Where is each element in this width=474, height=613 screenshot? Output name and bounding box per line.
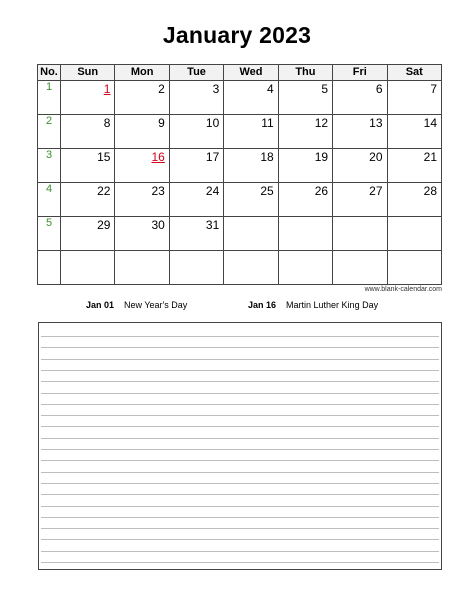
day-cell (169, 217, 223, 251)
week-row (38, 251, 442, 285)
notes-area[interactable] (38, 322, 442, 570)
day-cell (169, 81, 223, 115)
calendar-title: January 2023 (162, 22, 312, 48)
day-number: 2 (158, 82, 165, 96)
day-cell (278, 251, 332, 285)
day-cell (333, 81, 387, 115)
day-number: 9 (158, 116, 165, 130)
calendar-grid (37, 64, 442, 285)
day-number: 4 (267, 82, 274, 96)
day-number: 30 (151, 218, 165, 232)
week-row (38, 217, 442, 251)
day-number: 10 (205, 116, 220, 130)
week-number: 2 (38, 115, 61, 149)
day-cell (333, 217, 387, 251)
note-line (41, 506, 439, 507)
day-number: 22 (97, 184, 111, 198)
day-number: 15 (97, 150, 111, 164)
day-cell (387, 149, 441, 183)
header-wed: Wed (224, 65, 278, 81)
day-cell (224, 115, 278, 149)
holiday-name: Martin Luther King Day (286, 300, 379, 310)
week-row (38, 183, 442, 217)
week-row (38, 149, 442, 183)
day-cell (115, 115, 169, 149)
note-line (41, 393, 439, 394)
note-line (41, 347, 439, 348)
week-number: 1 (38, 81, 61, 115)
week-number: 5 (38, 217, 61, 251)
note-line (41, 359, 439, 360)
day-cell (61, 115, 115, 149)
note-line (41, 494, 439, 495)
day-number: 17 (205, 150, 220, 164)
header-sat: Sat (387, 65, 441, 81)
header-thu: Thu (278, 65, 332, 81)
day-number: 29 (97, 218, 111, 232)
header-fri: Fri (333, 65, 387, 81)
day-cell (224, 183, 278, 217)
day-cell (61, 81, 115, 115)
day-cell (387, 115, 441, 149)
day-cell (278, 217, 332, 251)
day-cell (224, 217, 278, 251)
day-cell (169, 183, 223, 217)
day-number: 23 (151, 184, 165, 198)
holiday-date: Jan 16 (248, 300, 277, 310)
day-number: 11 (261, 116, 274, 130)
week-row (38, 81, 442, 115)
header-sun: Sun (61, 65, 115, 81)
day-number: 6 (375, 82, 383, 96)
day-cell (115, 149, 169, 183)
note-line (41, 551, 439, 552)
note-line (41, 415, 439, 416)
day-cell (115, 183, 169, 217)
day-number: 20 (369, 150, 383, 164)
day-cell (61, 251, 115, 285)
day-cell (333, 149, 387, 183)
day-cell (224, 81, 278, 115)
day-cell (61, 183, 115, 217)
note-line (41, 460, 439, 461)
day-cell (61, 149, 115, 183)
note-line (41, 370, 439, 371)
week-number: 3 (38, 149, 61, 183)
week-number: 4 (38, 183, 61, 217)
week-row (38, 115, 442, 149)
weekday-header-row (38, 65, 442, 81)
day-number: 27 (369, 184, 383, 198)
day-number: 16 (151, 150, 165, 164)
day-number: 8 (103, 116, 111, 130)
note-line (41, 438, 439, 439)
day-cell (278, 115, 332, 149)
header-week-number: No. (38, 65, 61, 81)
day-number: 3 (212, 82, 220, 96)
header-tue: Tue (169, 65, 223, 81)
day-cell (333, 251, 387, 285)
day-cell (333, 115, 387, 149)
day-cell (387, 81, 441, 115)
day-cell (278, 81, 332, 115)
day-number: 21 (423, 150, 437, 164)
day-number: 1 (103, 82, 111, 96)
holiday-note-2 (248, 300, 378, 310)
note-line (41, 483, 439, 484)
day-number: 26 (314, 184, 329, 198)
note-line (41, 404, 439, 405)
note-line (41, 449, 439, 450)
note-line (41, 336, 439, 337)
day-cell (169, 115, 223, 149)
day-number: 7 (430, 82, 437, 96)
holiday-note-1 (86, 300, 187, 310)
day-number: 13 (369, 116, 383, 130)
day-cell (333, 183, 387, 217)
day-cell (224, 149, 278, 183)
day-number: 31 (205, 218, 220, 232)
day-cell (61, 217, 115, 251)
note-line (41, 381, 439, 382)
note-line (41, 517, 439, 518)
week-number (38, 251, 61, 285)
day-number: 25 (260, 184, 274, 198)
day-cell (224, 251, 278, 285)
note-line (41, 472, 439, 473)
day-cell (387, 183, 441, 217)
day-cell (278, 149, 332, 183)
header-mon: Mon (115, 65, 169, 81)
day-cell (115, 251, 169, 285)
note-line (41, 528, 439, 529)
day-cell (278, 183, 332, 217)
day-cell (169, 149, 223, 183)
day-number: 14 (423, 116, 437, 130)
note-line (41, 426, 439, 427)
holiday-date: Jan 01 (86, 300, 115, 310)
day-number: 18 (260, 150, 274, 164)
day-number: 12 (314, 116, 329, 130)
day-cell (169, 251, 223, 285)
note-line (41, 562, 439, 563)
website-label: www.blank-calendar.com (364, 286, 442, 293)
day-cell (115, 81, 169, 115)
day-number: 5 (321, 82, 329, 96)
day-number: 24 (205, 184, 220, 198)
day-cell (115, 217, 169, 251)
holiday-name: New Year's Day (124, 300, 188, 310)
day-cell (387, 217, 441, 251)
day-number: 28 (423, 184, 437, 198)
note-line (41, 539, 439, 540)
day-number: 19 (314, 150, 329, 164)
day-cell (387, 251, 441, 285)
